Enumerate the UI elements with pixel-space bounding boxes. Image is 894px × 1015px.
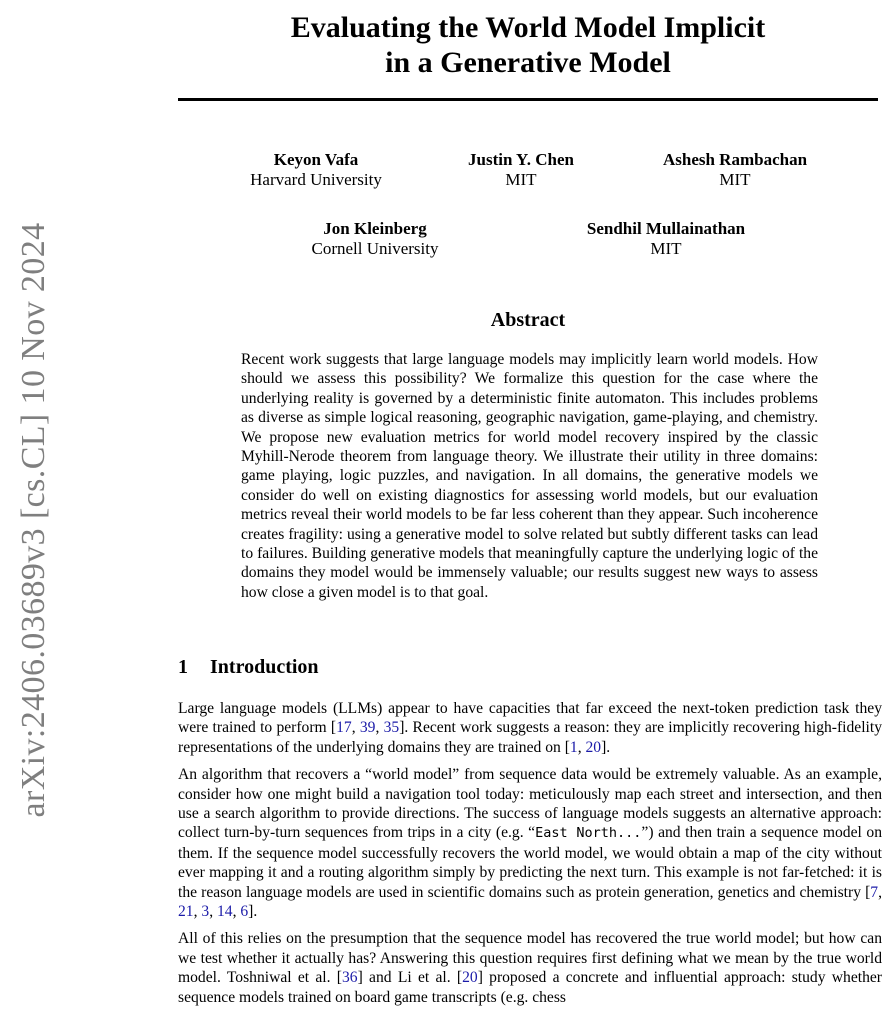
paragraph-text: ]. bbox=[601, 738, 611, 756]
section-heading bbox=[178, 656, 319, 679]
citation-link[interactable]: 3 bbox=[201, 903, 210, 921]
section-title: Introduction bbox=[210, 656, 319, 678]
author-block bbox=[456, 150, 586, 190]
citation-link[interactable]: 1 bbox=[569, 738, 578, 756]
paragraph-text: ]. Recent work suggests a reason: they are implicitly recovering high-fidelity representations of the underlying domains they are trained on [ bbox=[178, 719, 883, 756]
code-snippet: East North... bbox=[535, 825, 642, 842]
arxiv-watermark bbox=[0, 0, 69, 1000]
author-block bbox=[300, 219, 450, 259]
author-affiliation: MIT bbox=[650, 239, 682, 258]
author-affiliation: MIT bbox=[505, 170, 537, 189]
citation-link[interactable]: 20 bbox=[462, 969, 478, 987]
intro-paragraph bbox=[178, 929, 882, 1007]
author-block bbox=[580, 219, 752, 259]
title-rule bbox=[178, 98, 878, 101]
citation-link[interactable]: 35 bbox=[383, 719, 400, 737]
paragraph-text: Large language models (LLMs) appear to have capacities that far exceed the next-token prediction task they were trained to perform [ bbox=[178, 700, 882, 737]
author-affiliation: Harvard University bbox=[250, 170, 382, 189]
citation-link[interactable]: 17 bbox=[336, 719, 352, 737]
citation-link[interactable]: 39 bbox=[359, 719, 376, 737]
introduction-body bbox=[178, 699, 882, 1015]
author-affiliation: MIT bbox=[719, 170, 751, 189]
paragraph-text: ] proposed a concrete and influential approach: study whether sequence models trained on board game transcripts (e.g. chess bbox=[178, 969, 882, 1006]
intro-paragraph: Large language models (LLMs) appear to have capacities that far exceed the next-token prediction task they were trained to perform [17, 39, 35]. Recent work suggests a reason: they are implicitly recovering high-fidelity representations of the underlying domains they are trained on [1, 20]. bbox=[178, 700, 883, 756]
author-name: Ashesh Rambachan bbox=[662, 150, 808, 169]
title-line-2: in a Generative Model bbox=[385, 46, 671, 79]
citation-link[interactable]: 20 bbox=[585, 738, 602, 756]
citation-link[interactable]: 7 bbox=[870, 883, 879, 901]
title-line-1: Evaluating the World Model Implicit bbox=[290, 11, 766, 44]
paragraph-text: All of this relies on the presumption that the sequence model has recovered the true world model; but how can we test whether it actually has? Answering this question requires first defining what we mean by the true world model. Toshniwal et al. [ bbox=[178, 930, 882, 987]
paragraph-text: ”) and then train a sequence model on them. If the sequence model successfully recovers the world model, we would obtain a map of the city without ever mapping it and a routing algorithm simply by predicting the next turn. This example is not far-fetched: it is the reason language models are used in scientific domains such as protein generation, genetics and chemistry [ bbox=[178, 824, 882, 901]
intro-paragraph: An algorithm that recovers a “world model” from sequence data would be extremely valuable. As an example, consider how one might build a navigation tool today: meticulously map each street and intersection, and then use a search algorithm to provide directions. The success of language models suggests an alternative approach: collect turn-by-turn sequences from trips in a city (e.g. “East North...”) and then train a sequence model on them. If the sequence model successfully recovers the world model, we would obtain a map of the city without ever mapping it and a routing algorithm simply by predicting the next turn. This example is not far-fetched: it is the reason language models are used in scientific domains such as protein generation, genetics and chemistry [7, 21, 3, 14, 6]. bbox=[178, 766, 882, 921]
paper-title bbox=[178, 10, 878, 80]
author-name: Justin Y. Chen bbox=[468, 150, 574, 169]
author-affiliation: Cornell University bbox=[311, 239, 439, 258]
citation-link[interactable]: 6 bbox=[240, 903, 249, 921]
author-block bbox=[655, 150, 815, 190]
author-name: Jon Kleinberg bbox=[323, 219, 427, 238]
citation-link[interactable]: 21 bbox=[178, 903, 194, 921]
section-number: 1 bbox=[178, 656, 188, 678]
paragraph-text: An algorithm that recovers a “world model” from sequence data would be extremely valuable. As an example, consider how one might build a navigation tool today: meticulously map each street and intersection, and then use a search algorithm to provide directions. The success of language models suggests an alternative approach: collect turn-by-turn sequences from trips in a city (e.g. “ bbox=[178, 766, 882, 842]
paragraph-text: ]. bbox=[248, 903, 258, 921]
paragraph-text: ] and Li et al. [ bbox=[357, 969, 463, 987]
citation-link[interactable]: 36 bbox=[342, 969, 358, 987]
abstract-heading: Abstract bbox=[490, 309, 566, 331]
author-block bbox=[246, 150, 386, 190]
arxiv-id: arXiv:2406.03689v3 [cs.CL] 10 Nov 2024 bbox=[15, 222, 52, 818]
author-name: Sendhil Mullainathan bbox=[586, 219, 746, 238]
abstract-text: Recent work suggests that large language models may implicitly learn world models. How should we assess this possibility? We formalize this question for the case where the underlying reality is governed by a deterministic finite automaton. This includes problems as diverse as simple logical reasoning, geographic navigation, game-playing, and chemistry. We propose new evaluation metrics for world model recovery inspired by the classic Myhill-Nerode theorem from language theory. We illustrate their utility in three domains: game playing, logic puzzles, and navigation. In all domains, the generative models we consider do well on existing diagnostics for assessing world models, but our evaluation metrics reveal their world models to be far less coherent than they appear. Such incoherence creates fragility: using a generative model to solve related but subtly different tasks can lead to failures. Building generative models that meaningfully capture the underlying logic of the domains they model would be immensely valuable; our results suggest new ways to assess how close a given model is to that goal. bbox=[241, 351, 818, 601]
author-name: Keyon Vafa bbox=[273, 150, 359, 169]
citation-link[interactable]: 14 bbox=[216, 903, 233, 921]
